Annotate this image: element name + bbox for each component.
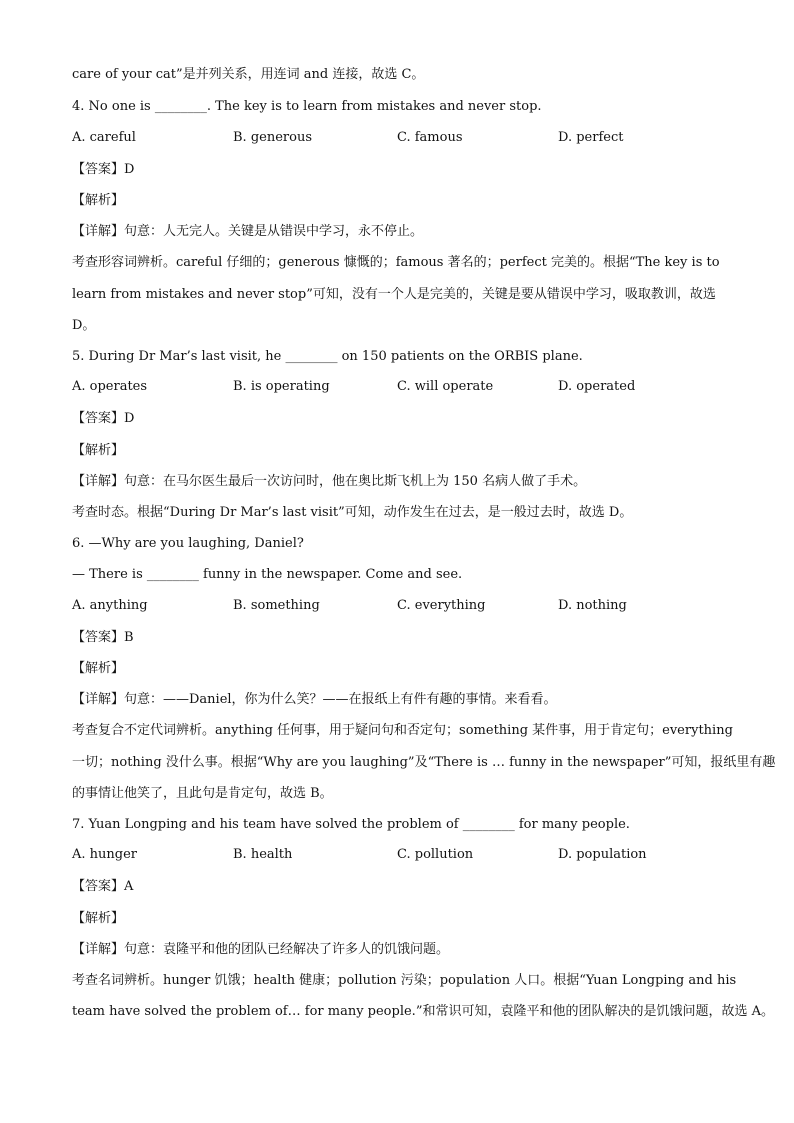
option-d: D. operated bbox=[558, 379, 636, 394]
analysis-label: 【解析】 bbox=[72, 443, 125, 458]
option-b: B. something bbox=[233, 598, 320, 613]
detail-line: D。 bbox=[72, 318, 96, 333]
answer-label: 【答案】D bbox=[72, 162, 135, 177]
paragraph-line: care of your cat”是并列关系，用连词 and 连接，故选 C。 bbox=[72, 67, 425, 82]
detail-line: 考查名词辨析。hunger 饥饿；health 健康；pollution 污染；population 人口。根据“Yuan Longping and his bbox=[72, 973, 737, 988]
option-a: A. anything bbox=[72, 598, 148, 613]
detail-line: learn from mistakes and never stop”可知，没有一个人是完美的，关键是要从错误中学习，吸取教训，故选 bbox=[72, 287, 716, 302]
detail-line: 【详解】句意：在马尔医生最后一次访问时，他在奥比斯飞机上为 150 名病人做了手术。 bbox=[72, 474, 587, 489]
detail-line: 【详解】句意：人无完人。关键是从错误中学习，永不停止。 bbox=[72, 224, 424, 239]
option-b: B. generous bbox=[233, 130, 312, 145]
answer-label: 【答案】A bbox=[72, 879, 134, 894]
detail-line: 考查复合不定代词辨析。anything 任何事，用于疑问句和否定句；something 某件事，用于肯定句；everything bbox=[72, 723, 733, 738]
detail-line: team have solved the problem of… for many people.”和常识可知，袁隆平和他的团队解决的是饥饿问题，故选 A。 bbox=[72, 1004, 774, 1019]
option-a: A. careful bbox=[72, 130, 136, 145]
option-d: D. perfect bbox=[558, 130, 624, 145]
answer-label: 【答案】D bbox=[72, 411, 135, 426]
question-6-stem: — There is ________ funny in the newspaper. Come and see. bbox=[72, 567, 463, 582]
option-a: A. hunger bbox=[72, 847, 137, 862]
detail-line: 考查形容词辨析。careful 仔细的；generous 慷慨的；famous 著名的；perfect 完美的。根据“The key is to bbox=[72, 255, 720, 270]
question-5-stem: 5. During Dr Mar’s last visit, he ________ on 150 patients on the ORBIS plane. bbox=[72, 349, 583, 364]
detail-line: 【详解】句意：——Daniel，你为什么笑？——在报纸上有件有趣的事情。来看看。 bbox=[72, 692, 557, 707]
option-d: D. nothing bbox=[558, 598, 627, 613]
option-a: A. operates bbox=[72, 379, 148, 394]
answer-label: 【答案】B bbox=[72, 630, 134, 645]
detail-line: 【详解】句意：袁隆平和他的团队已经解决了许多人的饥饿问题。 bbox=[72, 942, 450, 957]
question-4-stem: 4. No one is ________. The key is to learn from mistakes and never stop. bbox=[72, 99, 542, 114]
detail-line: 考查时态。根据“During Dr Mar’s last visit”可知，动作发生在过去，是一般过去时，故选 D。 bbox=[72, 505, 633, 520]
option-c: C. everything bbox=[397, 598, 486, 613]
option-c: C. famous bbox=[397, 130, 463, 145]
detail-line: 一切；nothing 没什么事。根据“Why are you laughing”及“There is … funny in the newspaper”可知，报纸里有趣 bbox=[72, 755, 776, 770]
option-b: B. is operating bbox=[233, 379, 330, 394]
option-d: D. population bbox=[558, 847, 647, 862]
analysis-label: 【解析】 bbox=[72, 911, 125, 926]
question-7-stem: 7. Yuan Longping and his team have solved the problem of ________ for many people. bbox=[72, 817, 630, 832]
option-c: C. pollution bbox=[397, 847, 474, 862]
analysis-label: 【解析】 bbox=[72, 661, 125, 676]
analysis-label: 【解析】 bbox=[72, 193, 125, 208]
option-c: C. will operate bbox=[397, 379, 494, 394]
detail-line: 的事情让他笑了，且此句是肯定句，故选 B。 bbox=[72, 786, 333, 801]
option-b: B. health bbox=[233, 847, 293, 862]
question-6-stem: 6. —Why are you laughing, Daniel? bbox=[72, 536, 304, 551]
